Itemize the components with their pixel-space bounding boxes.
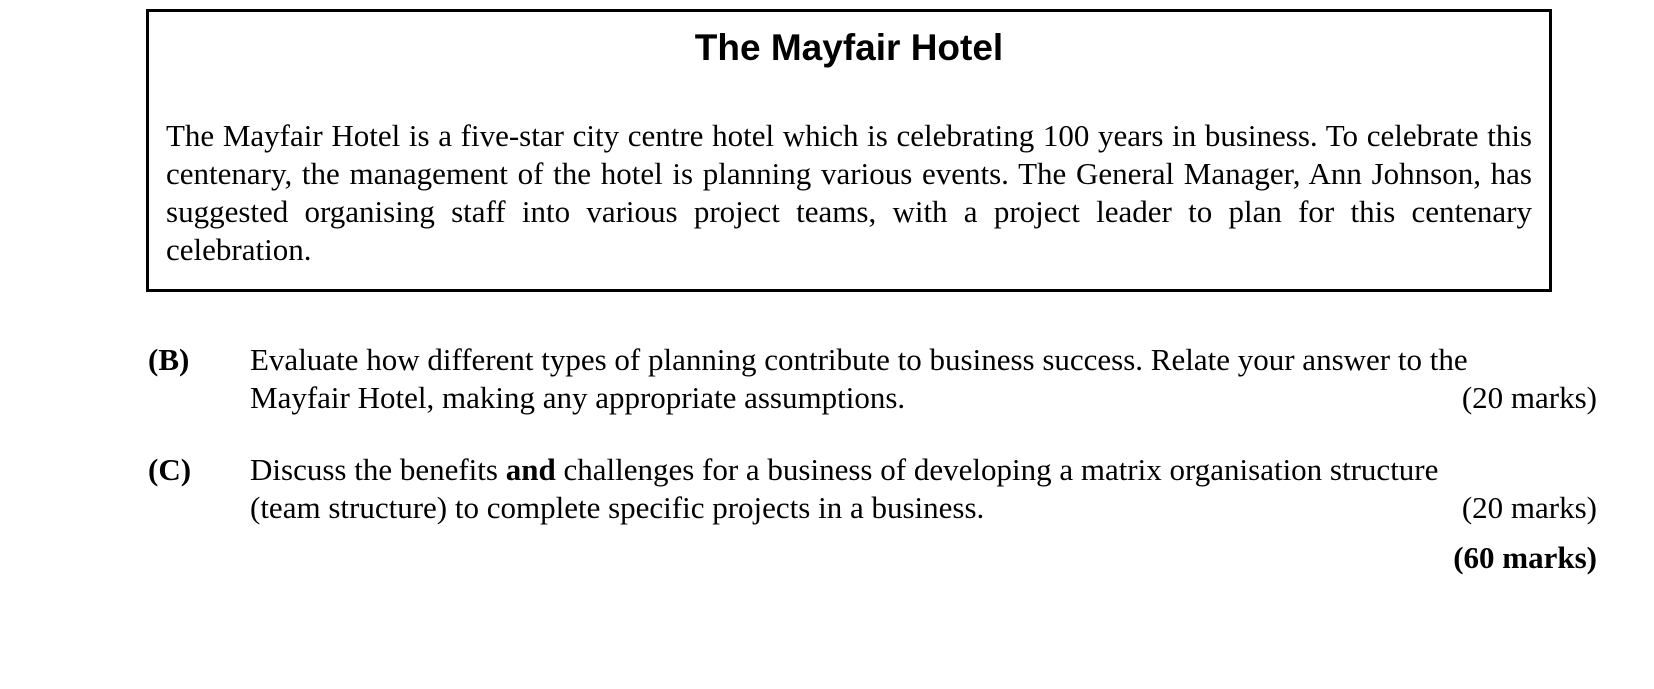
question-label: (C): [148, 452, 192, 487]
question-line: Evaluate how different types of planning contribute to business success. Relate your answer to the: [250, 342, 1468, 377]
question-label: (B): [148, 342, 190, 377]
question-text-segment: Discuss the benefits: [250, 452, 506, 487]
question-line: [250, 451, 1597, 489]
case-study-text: The Mayfair Hotel is a five-star city centre hotel which is celebrating 100 years in business. To celebrate this centenary, the management of the hotel is planning various events. The General Manager, Ann Johnson, has suggested organising staff into various project teams, with a project leader to plan for this centenary celebration.: [166, 118, 1532, 267]
question-marks: (20 marks): [1461, 380, 1597, 415]
question-line: (team structure) to complete specific projects in a business.: [250, 490, 985, 525]
question-emphasis: and: [505, 452, 556, 487]
question-text: [250, 341, 1597, 417]
case-study-box: [146, 9, 1552, 292]
total-marks: (60 marks): [1453, 540, 1597, 575]
case-study-title: The Mayfair Hotel: [694, 27, 1004, 68]
question-marks: (20 marks): [1461, 490, 1597, 525]
question-text: [250, 451, 1597, 527]
question-text-segment: challenges for a business of developing a matrix organisation structure: [555, 452, 1439, 487]
question-line: Mayfair Hotel, making any appropriate assumptions.: [250, 380, 906, 415]
